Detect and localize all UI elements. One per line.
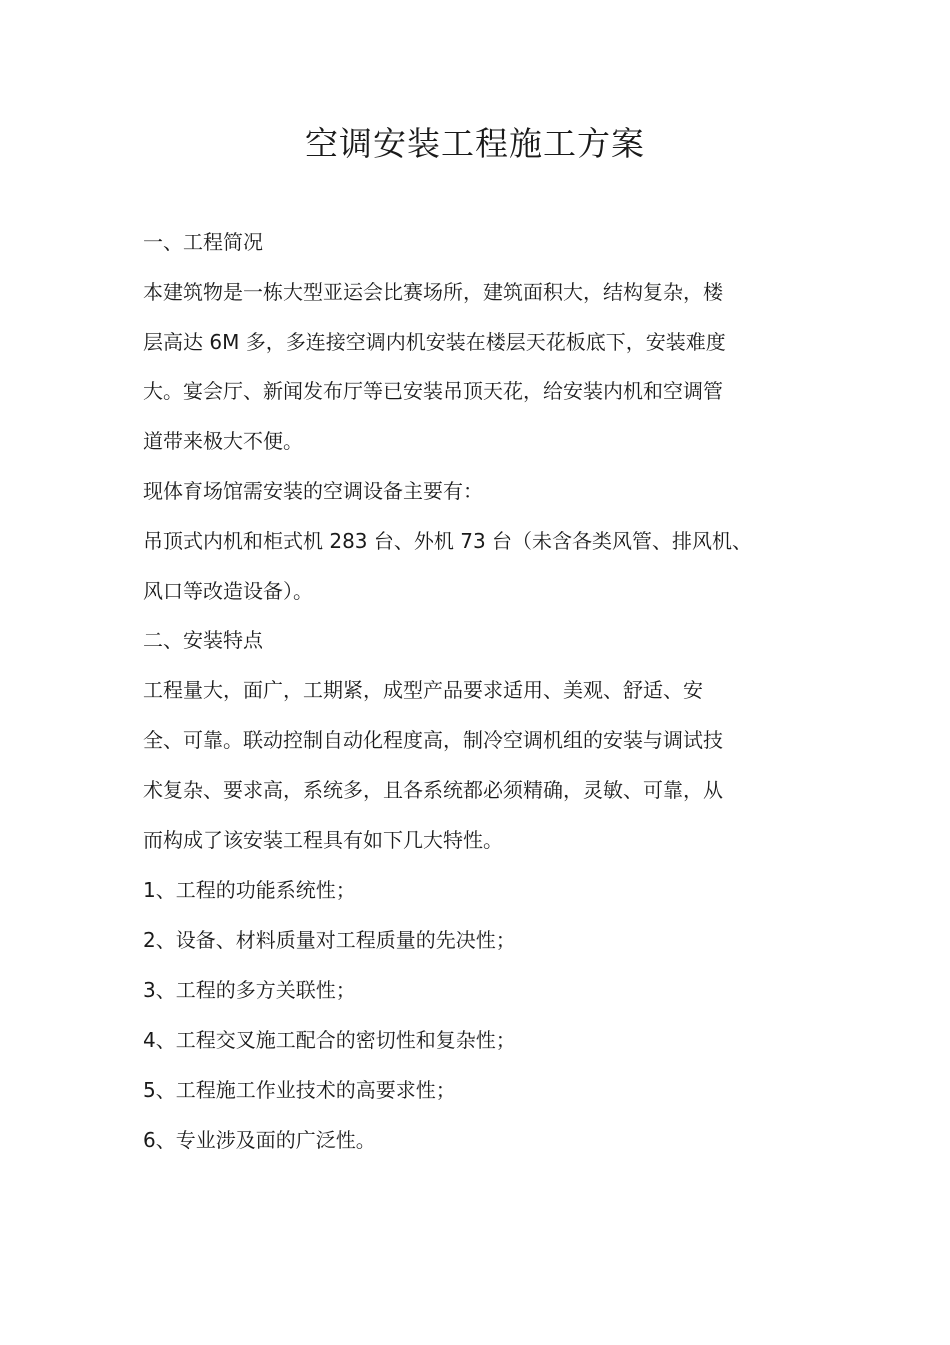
list-item: 1、工程的功能系统性； <box>143 878 356 902</box>
list-item: 2、设备、材料质量对工程质量的先决性； <box>143 928 516 952</box>
paragraph-line: 大。宴会厅、新闻发布厅等已安装吊顶天花，给安装内机和空调管 <box>143 379 723 403</box>
paragraph-line: 本建筑物是一栋大型亚运会比赛场所，建筑面积大，结构复杂，楼 <box>143 280 723 304</box>
section-heading-2: 二、安装特点 <box>143 628 263 652</box>
list-item: 3、工程的多方关联性； <box>143 978 356 1002</box>
paragraph-line: 术复杂、要求高，系统多，且各系统都必须精确，灵敏、可靠，从 <box>143 778 723 802</box>
paragraph-line: 而构成了该安装工程具有如下几大特性。 <box>143 828 503 852</box>
paragraph-line: 层高达 6M 多，多连接空调内机安装在楼层天花板底下，安装难度 <box>143 330 726 354</box>
list-item: 4、工程交叉施工配合的密切性和复杂性； <box>143 1028 516 1052</box>
paragraph-line: 吊顶式内机和柜式机 283 台、外机 73 台（未含各类风管、排风机、 <box>143 529 753 553</box>
list-item: 6、专业涉及面的广泛性。 <box>143 1128 376 1152</box>
paragraph-line: 工程量大，面广，工期紧，成型产品要求适用、美观、舒适、安 <box>143 678 703 702</box>
paragraph-line: 全、可靠。联动控制自动化程度高，制冷空调机组的安装与调试技 <box>143 728 723 752</box>
paragraph-line: 现体育场馆需安装的空调设备主要有： <box>143 479 483 503</box>
list-item: 5、工程施工作业技术的高要求性； <box>143 1078 456 1102</box>
paragraph-line: 风口等改造设备）。 <box>143 579 313 603</box>
paragraph-line: 道带来极大不便。 <box>143 429 303 453</box>
section-heading-1: 一、工程简况 <box>143 230 263 254</box>
document-title: 空调安装工程施工方案 <box>305 124 645 163</box>
